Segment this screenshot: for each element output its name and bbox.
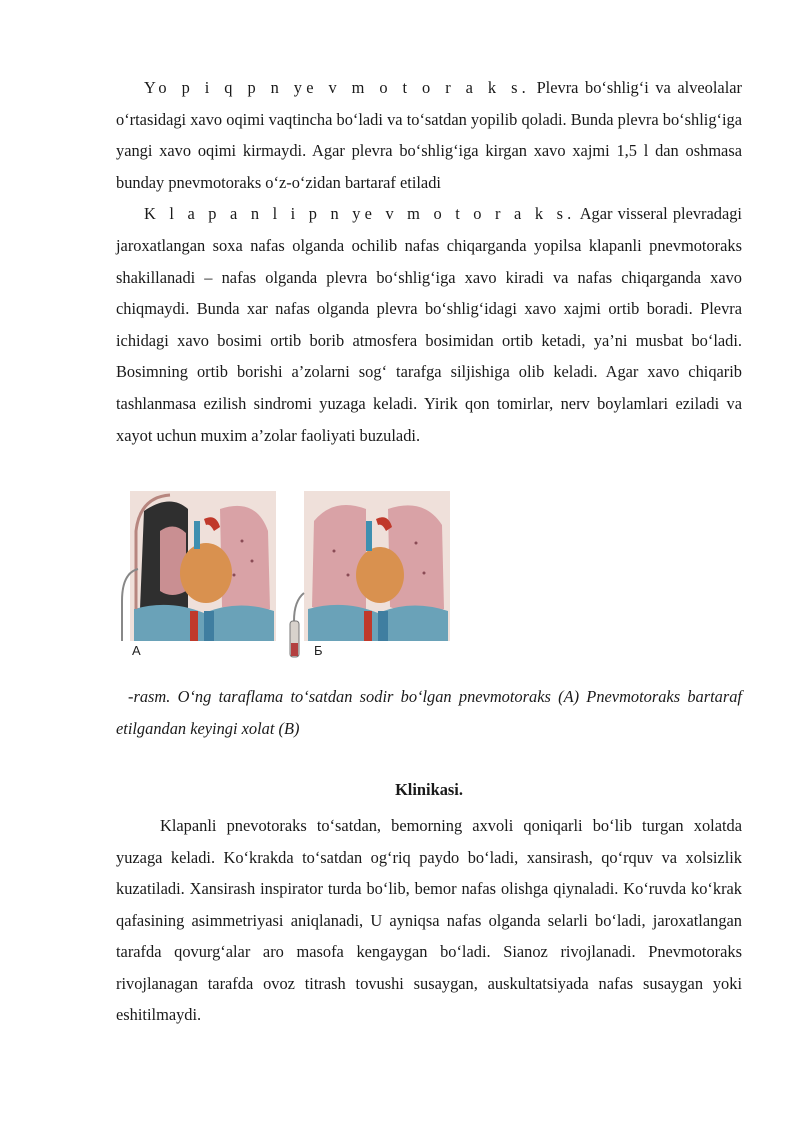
paragraph-closed-pneumothorax bbox=[116, 72, 742, 198]
figure-label-b: Б bbox=[314, 643, 323, 659]
illustration-b bbox=[304, 491, 450, 641]
paragraph-text: Plevra bo‘shlig‘i va alveolalar o‘rtasidagi xavo oqimi vaqtincha bo‘ladi va to‘satdan yopilib qoladi. Bunda plevra bo‘shlig‘iga yangi xavo oqimi kirmaydi. Agar plevra bo‘shlig‘iga kirgan xavo xajmi 1,5 l dan oshmasa bunday pnevmotoraks o‘z-o‘zidan bartaraf etiladi bbox=[116, 78, 742, 192]
drain-bottle bbox=[284, 591, 308, 671]
page-content bbox=[116, 72, 742, 1031]
figure-label-a: А bbox=[132, 643, 141, 659]
section-heading: Klinikasi. bbox=[395, 780, 463, 800]
paragraph-text: Agar visseral plevradagi jaroxatlangan soxa nafas olganda ochilib nafas chiqarganda yopilsa klapanli pnevmotoraks shakillanadi – nafas olganda plevra bo‘shlig‘iga xavo kiradi va nafas chiqarganda xavo chiqmaydi. Bunda xar nafas olganda plevra bo‘shlig‘idagi xavo xajmi ortib boradi. Plevra ichidagi xavo bosimi ortib borib atmosfera bosimidan ortib ketadi, ya’ni musbat bo‘ladi. Bosimning ortib borishi a’zolarni sog‘ tarafga siljishiga olib keladi. Agar xavo chiqarib tashlanmasa ezilish sindromi yuzaga keladi. Yirik qon tomirlar, nerv boylamlari eziladi va xayot uchun muxim a’zolar faoliyati buzuladi. bbox=[116, 204, 742, 445]
illustration-a bbox=[130, 491, 276, 641]
figure-pneumothorax bbox=[116, 491, 742, 681]
drain-tube-a bbox=[116, 561, 140, 641]
figure-caption: -rasm. O‘ng taraflama to‘satdan sodir bo‘lgan pnevmotoraks (A) Pnevmotoraks bartaraf etilgandan keyingi xolat (B) bbox=[116, 687, 742, 738]
term-valve-pneumothorax: K l a p a n l i p n ye v m o t o r a k s. bbox=[144, 204, 576, 224]
paragraph-valve-pneumothorax bbox=[116, 198, 742, 451]
paragraph-clinical: Klapanli pnevotoraks to‘satdan, bemorning axvoli qoniqarli bo‘lib turgan xolatda yuzaga keladi. Ko‘krakda to‘satdan og‘riq paydo bo‘ladi, xansirash, qo‘rquv va xolsizlik kuzatiladi. Xansirash inspirator turda bo‘lib, bemor nafas olishga qiynaladi. Ko‘ruvda ko‘krak qafasining asimmetriyasi aniqlanadi, U ayniqsa nafas olganda selarli bo‘ladi, jaroxatlangan tarafda qovurg‘alar aro masofa kengaygan bo‘ladi. Sianoz rivojlanadi. Pnevmotoraks rivojlanagan tarafda ovoz titrash tovushi susaygan, auskultatsiyada nafas susaygan yoki eshitilmaydi. bbox=[116, 815, 742, 1025]
term-closed-pneumothorax: Yo p i q p n ye v m o t o r a k s. bbox=[144, 78, 530, 97]
